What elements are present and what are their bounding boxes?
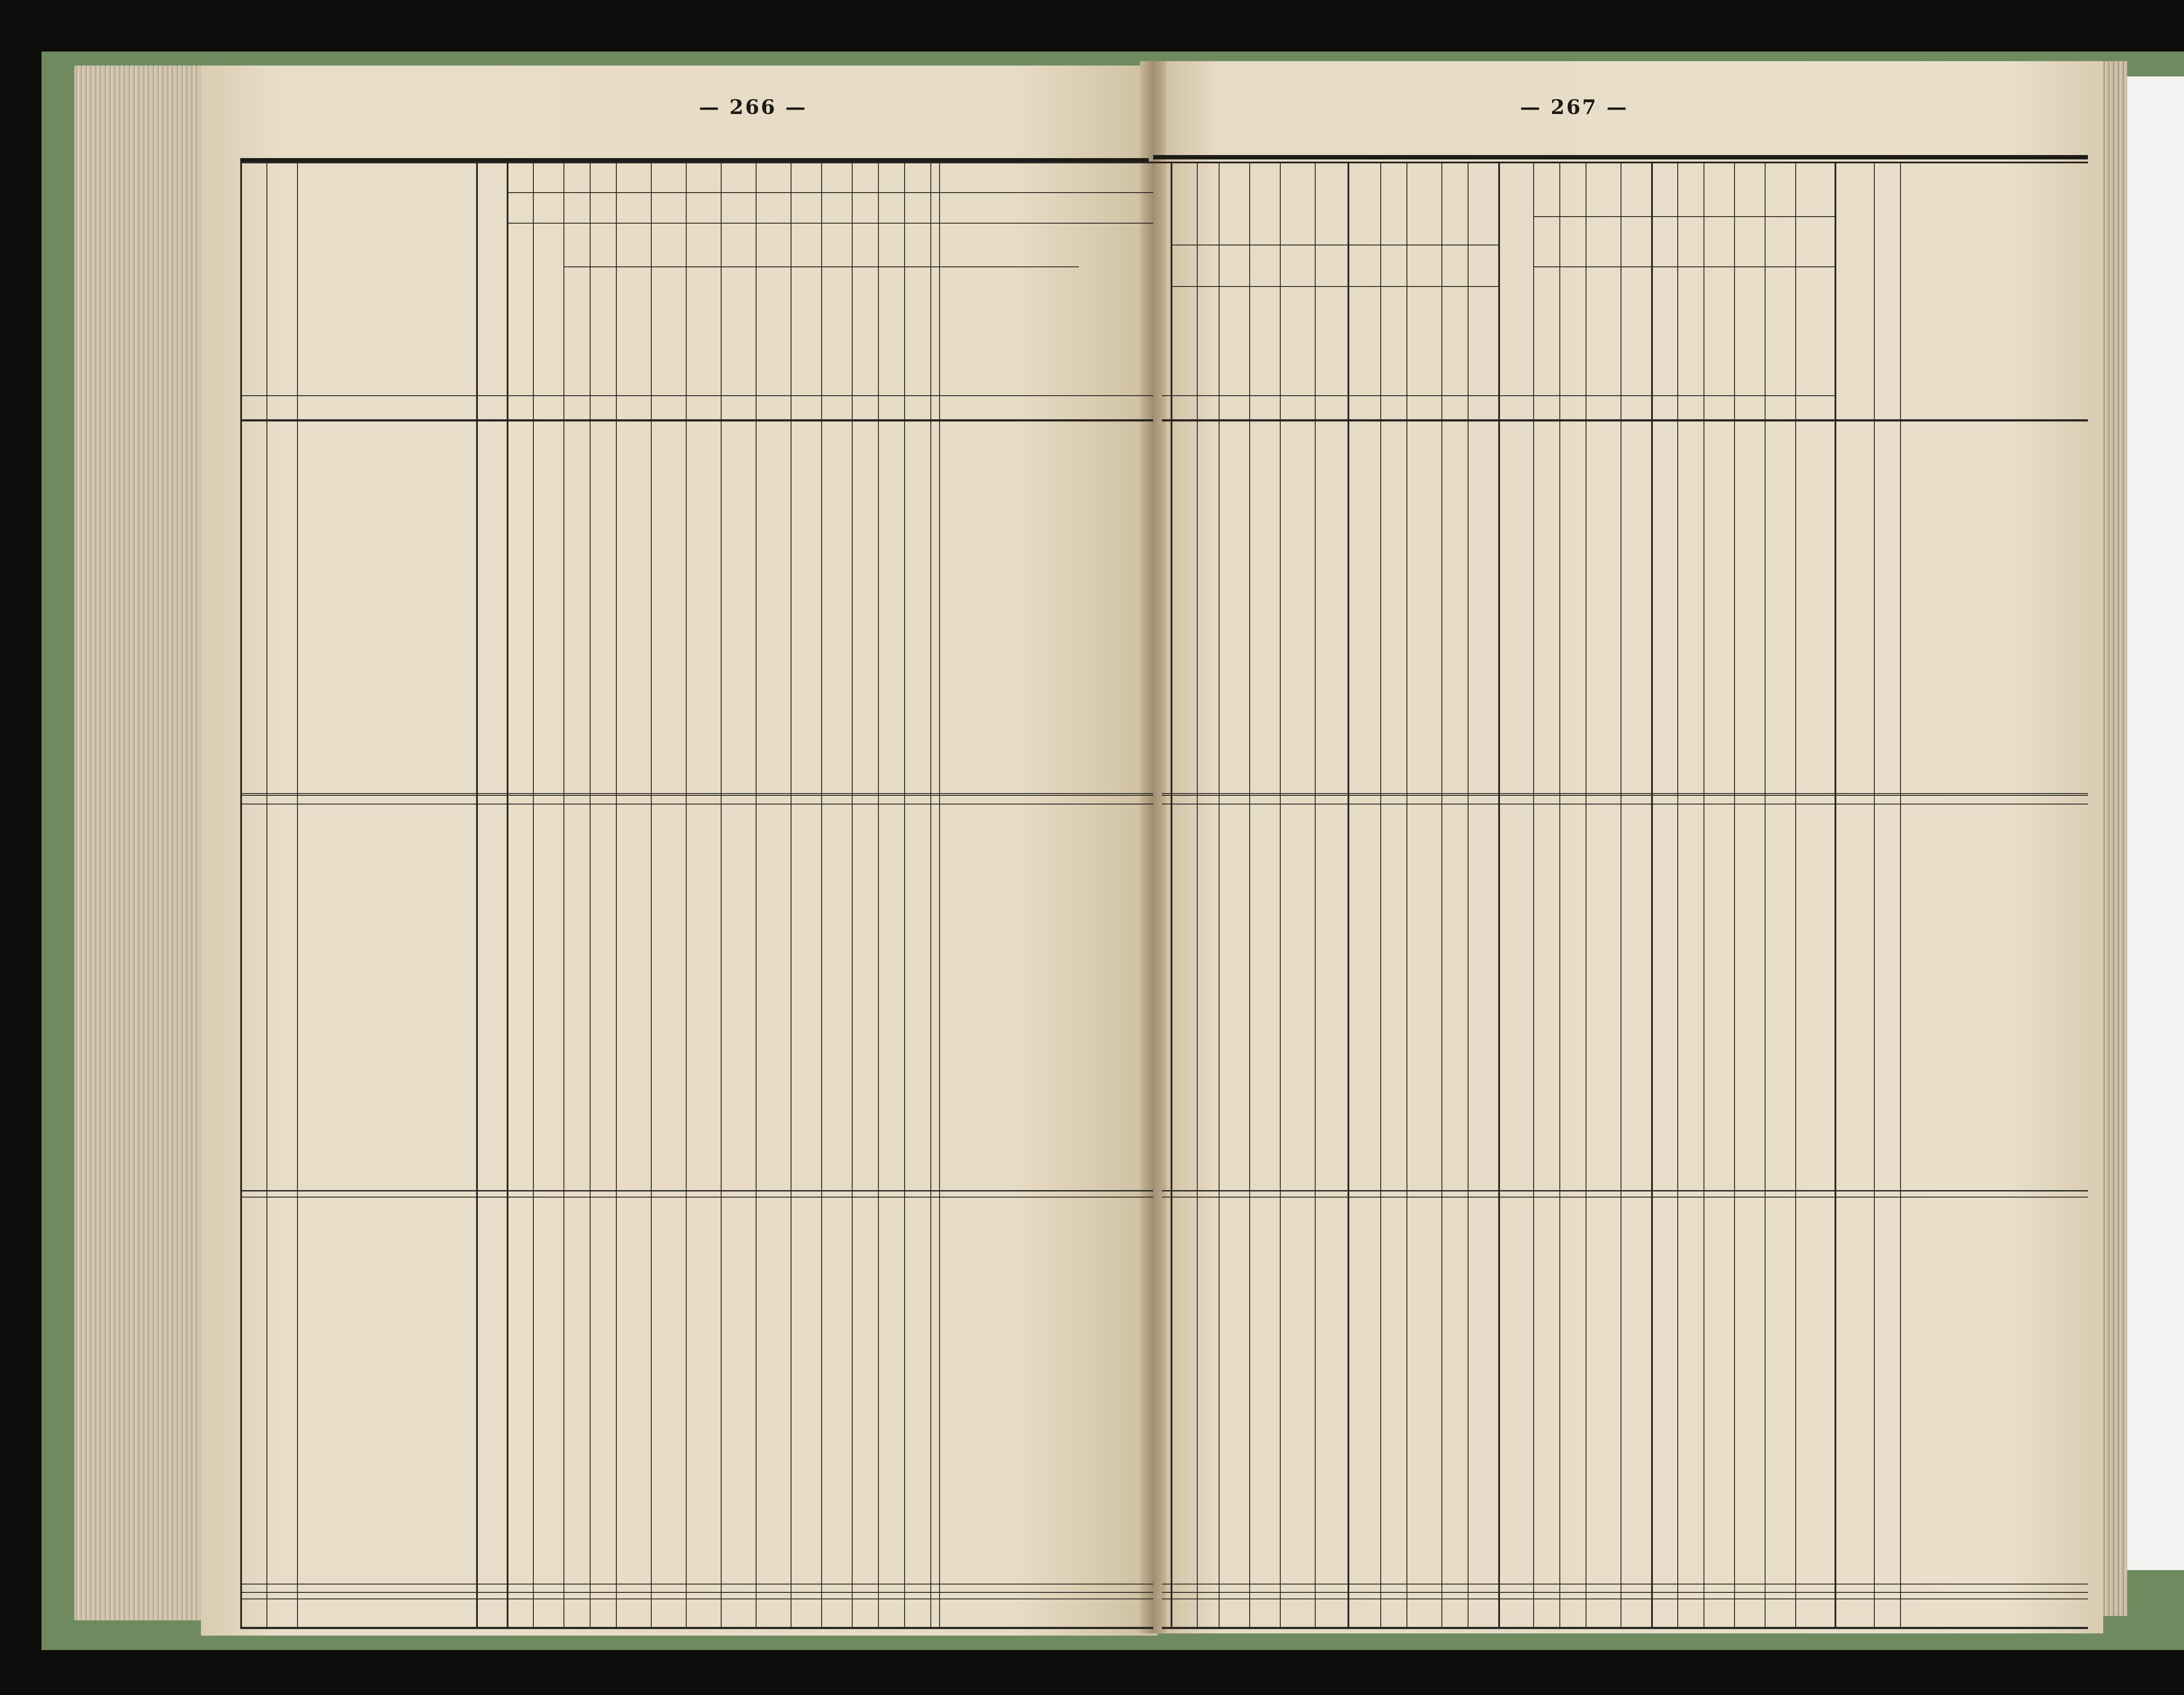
- men-age-header: [534, 271, 563, 393]
- women-age-header: [757, 271, 790, 393]
- col-group-no-header: [267, 166, 296, 402]
- worker-col-header: [1171, 288, 1196, 393]
- subtitle-rule: [507, 223, 1153, 224]
- agri-summer-header: [1586, 218, 1651, 262]
- agri-rule2: [1533, 266, 1651, 267]
- men-age-header: [508, 271, 532, 393]
- worker-col-header: [1250, 288, 1279, 393]
- header-bottom-right: [1162, 419, 2088, 421]
- women-age-header: [791, 271, 820, 393]
- district-sep-left: [240, 1197, 1153, 1198]
- header-bottom-left: [240, 419, 1153, 421]
- nonagri-title: [1651, 166, 1835, 214]
- hired-mw-header: [1442, 288, 1467, 393]
- nonagri-rule: [1651, 216, 1835, 217]
- women-header: [852, 231, 1079, 266]
- nonagri-col-header: [1796, 271, 1834, 393]
- summer-header: [1441, 249, 1498, 284]
- not-away-header: [1734, 218, 1835, 262]
- worker-col-header: [1220, 288, 1248, 393]
- women-age-header: [687, 271, 720, 393]
- nonagri-col-header: [1704, 271, 1733, 393]
- col-district-header: [241, 166, 266, 402]
- vline-left: [939, 162, 940, 1627]
- hired-mw-header: [1381, 288, 1406, 393]
- nonagri-col-header: [1678, 271, 1703, 393]
- sex-rule: [563, 266, 1079, 267]
- total-rule-left: [240, 1584, 1153, 1585]
- worker-col-header: [1316, 288, 1347, 393]
- men-age-header: [617, 271, 650, 393]
- hired-rule2: [1380, 286, 1498, 287]
- agri-rule: [1533, 216, 1651, 217]
- hired-hh-header: [1348, 166, 1379, 393]
- hired-mw-header: [1469, 288, 1497, 393]
- hired-title: [1380, 183, 1498, 218]
- nonagri-rule2: [1651, 266, 1835, 267]
- right-group-no-header: [1875, 166, 1899, 393]
- agri-mw-header: [1621, 271, 1650, 393]
- total-rule-right: [1162, 1584, 2088, 1585]
- district-sep-left: [240, 1592, 1153, 1593]
- district-sep-right: [1162, 1197, 2088, 1198]
- district-sep-right: [1162, 795, 2088, 796]
- nonagri-col-header: [1766, 271, 1794, 393]
- yearly-header: [1380, 249, 1441, 284]
- women-age-header: [853, 271, 877, 393]
- vline-left: [930, 162, 931, 1627]
- top-rule-right: [1153, 155, 2088, 159]
- vline-left: [878, 162, 879, 1627]
- agri-mw-header: [1534, 271, 1559, 393]
- agri-hh-header: [1499, 166, 1532, 393]
- women-age-header: [722, 271, 755, 393]
- book-gutter: [1140, 61, 1166, 1633]
- vline-left: [297, 162, 298, 1627]
- away-header: [1651, 218, 1734, 262]
- page-edges-left: [74, 66, 210, 1620]
- worker-col-header: [1198, 288, 1218, 393]
- col-of-them-header: [507, 227, 563, 262]
- frame-bottom-left: [240, 1627, 1153, 1629]
- colnum-rule-left: [240, 395, 1153, 396]
- agri-title: [1533, 166, 1651, 214]
- worker-col-header: [1281, 288, 1314, 393]
- agri-yearly-header: [1533, 218, 1586, 262]
- total-rule-right: [1162, 793, 2088, 794]
- nonagri-col-header: [1652, 271, 1676, 393]
- district-sep-right: [1162, 1598, 2088, 1599]
- hired-mw-header: [1407, 288, 1441, 393]
- left-page-number: — 266 —: [699, 95, 808, 119]
- vline-right-end: [1835, 162, 1836, 1627]
- agri-mw-header: [1560, 271, 1585, 393]
- frame-bottom-right: [1162, 1627, 2088, 1629]
- men-header: [563, 231, 852, 266]
- col-names-header-a: [301, 227, 472, 262]
- table-title-main: [507, 164, 1153, 190]
- men-age-header: [591, 271, 615, 393]
- total-both-header: [1080, 227, 1115, 393]
- district-sep-left: [240, 1598, 1153, 1599]
- frame-top-left: [240, 162, 1153, 163]
- table-title-sub: [507, 194, 1153, 221]
- district-sep-left: [240, 795, 1153, 796]
- total-rule-left: [240, 793, 1153, 794]
- women-age-header: [822, 271, 851, 393]
- nonagri-col-header: [1735, 271, 1764, 393]
- right-page-number: — 267 —: [1520, 95, 1629, 119]
- col-names-header-b: [301, 306, 472, 341]
- district-sep-right: [1162, 1592, 2088, 1593]
- men-age-header: [564, 271, 589, 393]
- title-rule: [507, 192, 1153, 193]
- agri-mw-header: [1586, 271, 1620, 393]
- col-families-header: [477, 166, 506, 393]
- vline-left: [904, 162, 905, 1627]
- own-workers-header: [1171, 247, 1219, 282]
- men-age-header: [652, 271, 685, 393]
- paper-card: [2125, 76, 2184, 1570]
- right-district-header: [1901, 166, 1925, 393]
